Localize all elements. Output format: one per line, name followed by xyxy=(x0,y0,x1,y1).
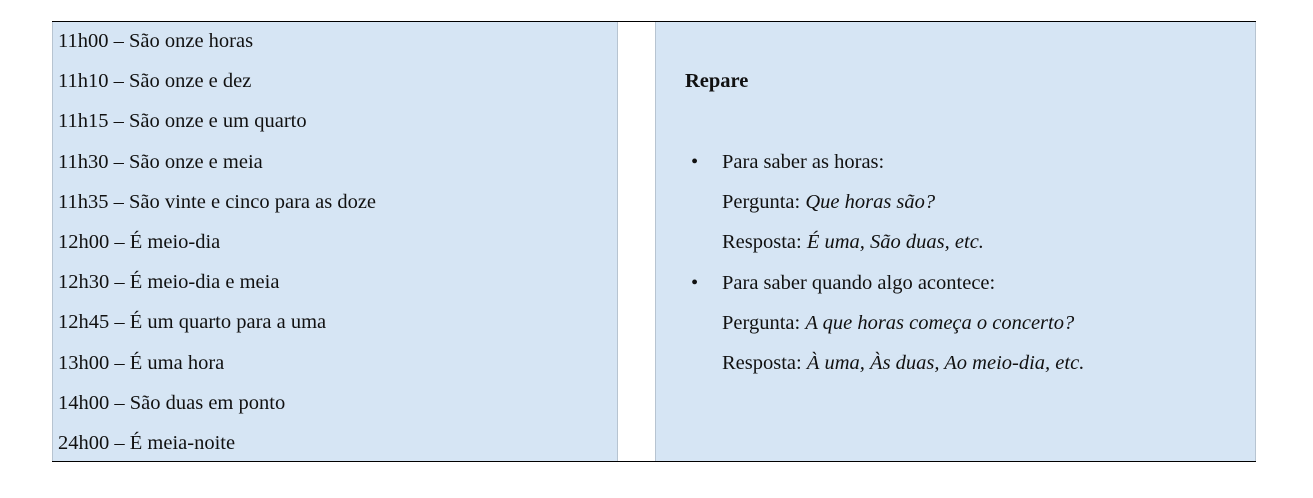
answer-example: À uma, Às duas, Ao meio-dia, etc. xyxy=(806,352,1085,374)
answer-example: É uma, São duas, etc. xyxy=(806,231,984,253)
note-title: Repare xyxy=(685,70,749,92)
bullet-marker: • xyxy=(691,272,699,294)
answer-line xyxy=(722,231,984,253)
time-item: 11h30 – São onze e meia xyxy=(58,150,263,173)
question-example: Que horas são? xyxy=(805,191,936,213)
time-item: 24h00 – É meia-noite xyxy=(58,431,236,454)
note-item-heading: Para saber quando algo acontece: xyxy=(722,272,996,294)
question-label: Pergunta: xyxy=(722,191,806,213)
answer-label: Resposta: xyxy=(722,231,807,253)
time-item: 12h00 – É meio-dia xyxy=(58,230,221,253)
time-item: 11h00 – São onze horas xyxy=(58,30,254,52)
time-item: 12h45 – É um quarto para a uma xyxy=(58,311,327,334)
answer-label: Resposta: xyxy=(722,352,807,374)
question-label: Pergunta: xyxy=(722,312,806,334)
note-cell xyxy=(656,22,1256,461)
time-item: 14h00 – São duas em ponto xyxy=(58,391,286,414)
answer-line xyxy=(722,352,1084,374)
table-bottom-border xyxy=(52,461,1256,462)
time-list xyxy=(58,30,376,472)
note-item-heading: Para saber as horas: xyxy=(722,151,885,173)
time-examples-cell xyxy=(52,22,618,461)
time-item: 12h30 – É meio-dia e meia xyxy=(58,271,280,294)
time-item: 11h35 – São vinte e cinco para as doze xyxy=(58,190,377,213)
time-item: 11h10 – São onze e dez xyxy=(58,70,252,93)
time-item: 13h00 – É uma hora xyxy=(58,351,225,374)
question-line xyxy=(722,191,935,213)
time-item: 11h15 – São onze e um quarto xyxy=(58,110,307,133)
column-gap xyxy=(618,22,656,461)
question-line xyxy=(722,312,1074,334)
question-example: A que horas começa o concerto? xyxy=(805,312,1075,334)
bullet-marker: • xyxy=(691,151,699,173)
